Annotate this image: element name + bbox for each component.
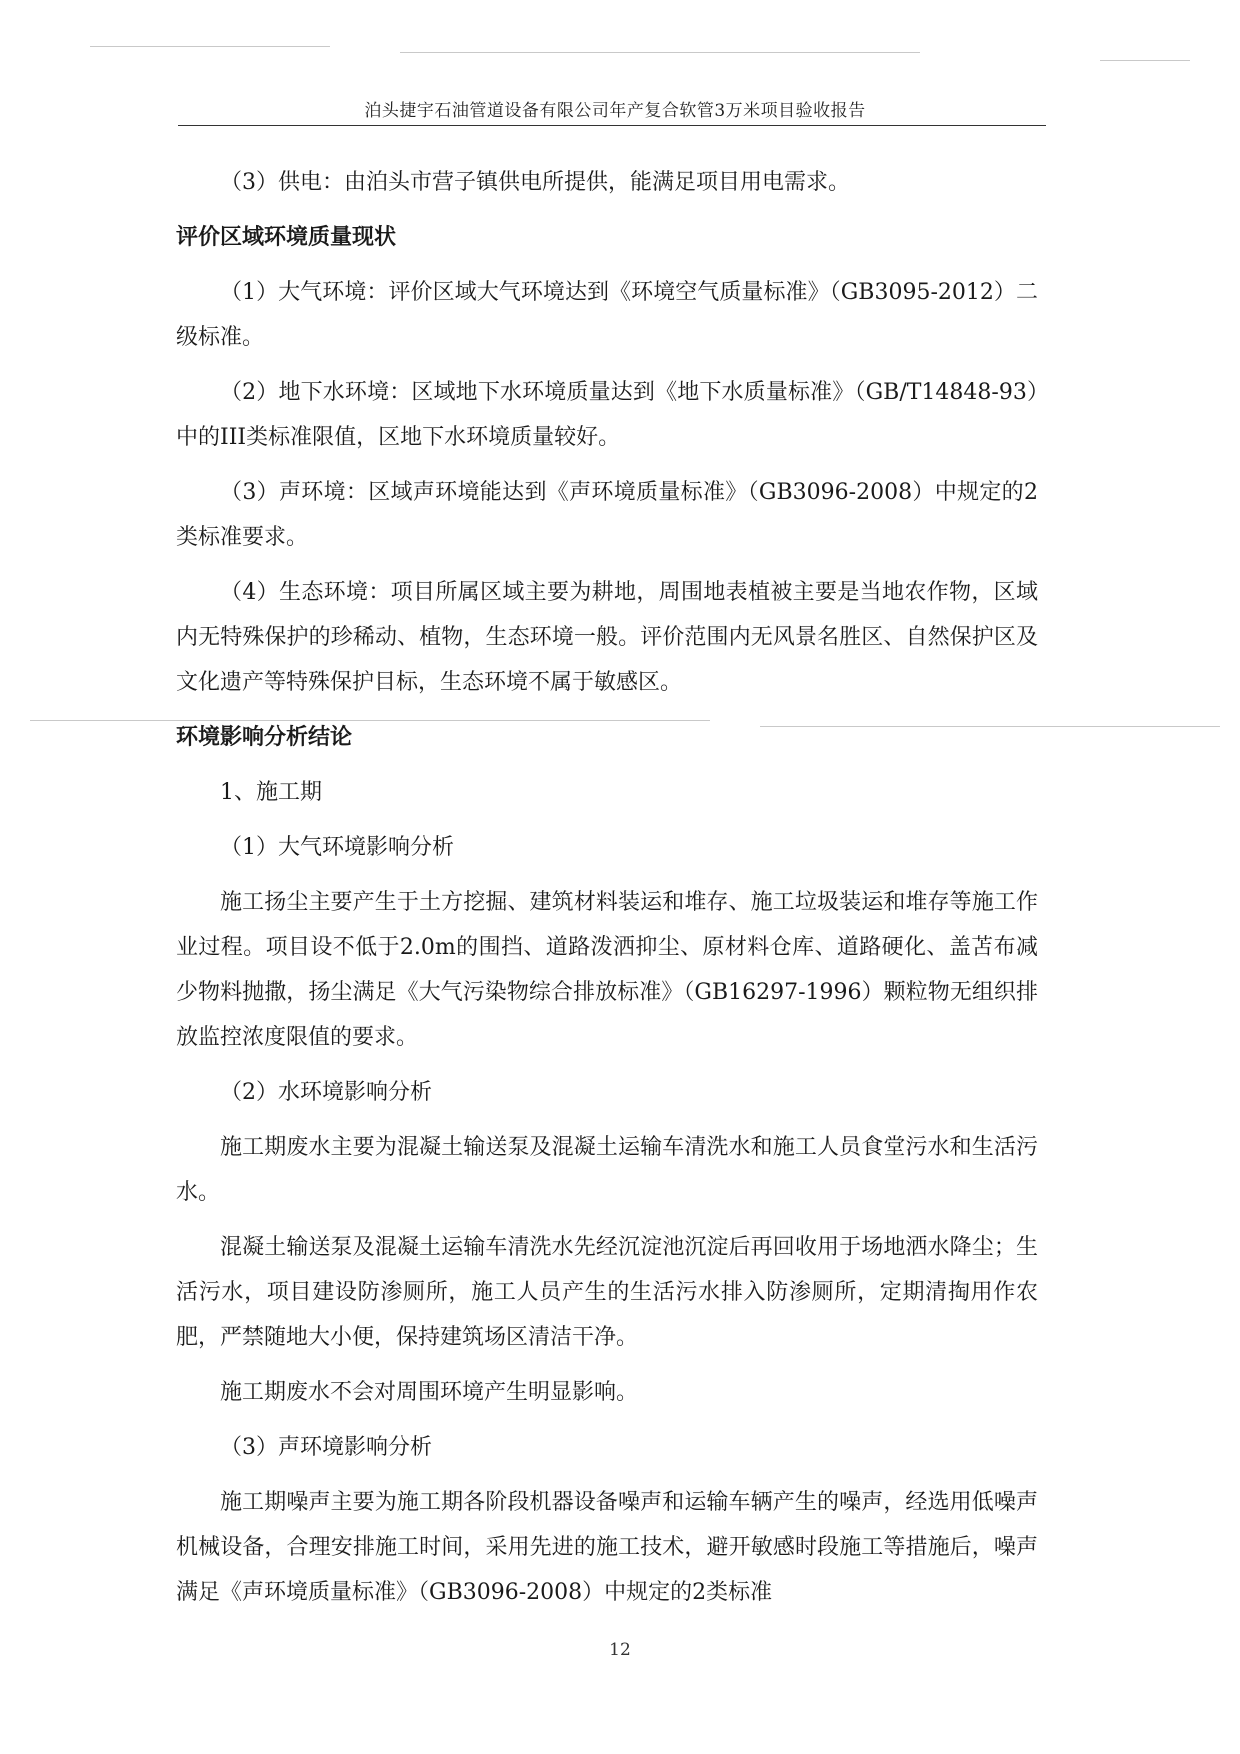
paragraph: （3）供电：由泊头市营子镇供电所提供，能满足项目用电需求。: [220, 170, 850, 195]
document-body: [176, 160, 1038, 1625]
page-number: 12: [609, 1640, 631, 1660]
paragraph: 施工期噪声主要为施工期各阶段机器设备噪声和运输车辆产生的噪声，经选用低噪声机械设备，合理安排施工时间，采用先进的施工技术，避开敏感时段施工等措施后，噪声满足《声环境质量标准》（GB3096-2008）中规定的2类标准: [176, 1490, 1038, 1605]
page-header: 泊头捷宇石油管道设备有限公司年产复合软管3万米项目验收报告: [364, 101, 866, 121]
subsection-title: （1）大气环境影响分析: [220, 835, 454, 860]
subsection-title: （3）声环境影响分析: [220, 1435, 432, 1460]
paragraph: （2）地下水环境：区域地下水环境质量达到《地下水质量标准》（GB/T14848-93）中的III类标准限值，区地下水环境质量较好。: [176, 380, 1038, 450]
paragraph: （3）声环境：区域声环境能达到《声环境质量标准》（GB3096-2008）中规定的2类标准要求。: [176, 480, 1038, 550]
paragraph: （4）生态环境：项目所属区域主要为耕地，周围地表植被主要是当地农作物，区域内无特殊保护的珍稀动、植物，生态环境一般。评价范围内无风景名胜区、自然保护区及文化遗产等特殊保护目标，生态环境不属于敏感区。: [176, 580, 1038, 695]
subsection-title: 1、施工期: [220, 780, 322, 805]
paragraph: 施工扬尘主要产生于土方挖掘、建筑材料装运和堆存、施工垃圾装运和堆存等施工作业过程。项目设不低于2.0m的围挡、道路泼洒抑尘、原材料仓库、道路硬化、盖苫布减少物料抛撒，扬尘满足《大气污染物综合排放标准》（GB16297-1996）颗粒物无组织排放监控浓度限值的要求。: [176, 890, 1038, 1050]
section-heading: 评价区域环境质量现状: [176, 225, 397, 250]
subsection-title: （2）水环境影响分析: [220, 1080, 432, 1105]
scan-mark: [400, 52, 920, 53]
paragraph: （1）大气环境：评价区域大气环境达到《环境空气质量标准》（GB3095-2012）二级标准。: [176, 280, 1038, 350]
paragraph: 施工期废水主要为混凝土输送泵及混凝土运输车清洗水和施工人员食堂污水和生活污水。: [176, 1135, 1038, 1205]
section-heading: 环境影响分析结论: [176, 725, 353, 750]
scan-mark: [1100, 60, 1190, 61]
header-rule: [178, 125, 1046, 126]
scan-mark: [90, 46, 330, 47]
paragraph: 混凝土输送泵及混凝土运输车清洗水先经沉淀池沉淀后再回收用于场地洒水降尘；生活污水，项目建设防渗厕所，施工人员产生的生活污水排入防渗厕所，定期清掏用作农肥，严禁随地大小便，保持建筑场区清洁干净。: [176, 1235, 1038, 1350]
paragraph: 施工期废水不会对周围环境产生明显影响。: [220, 1380, 639, 1405]
